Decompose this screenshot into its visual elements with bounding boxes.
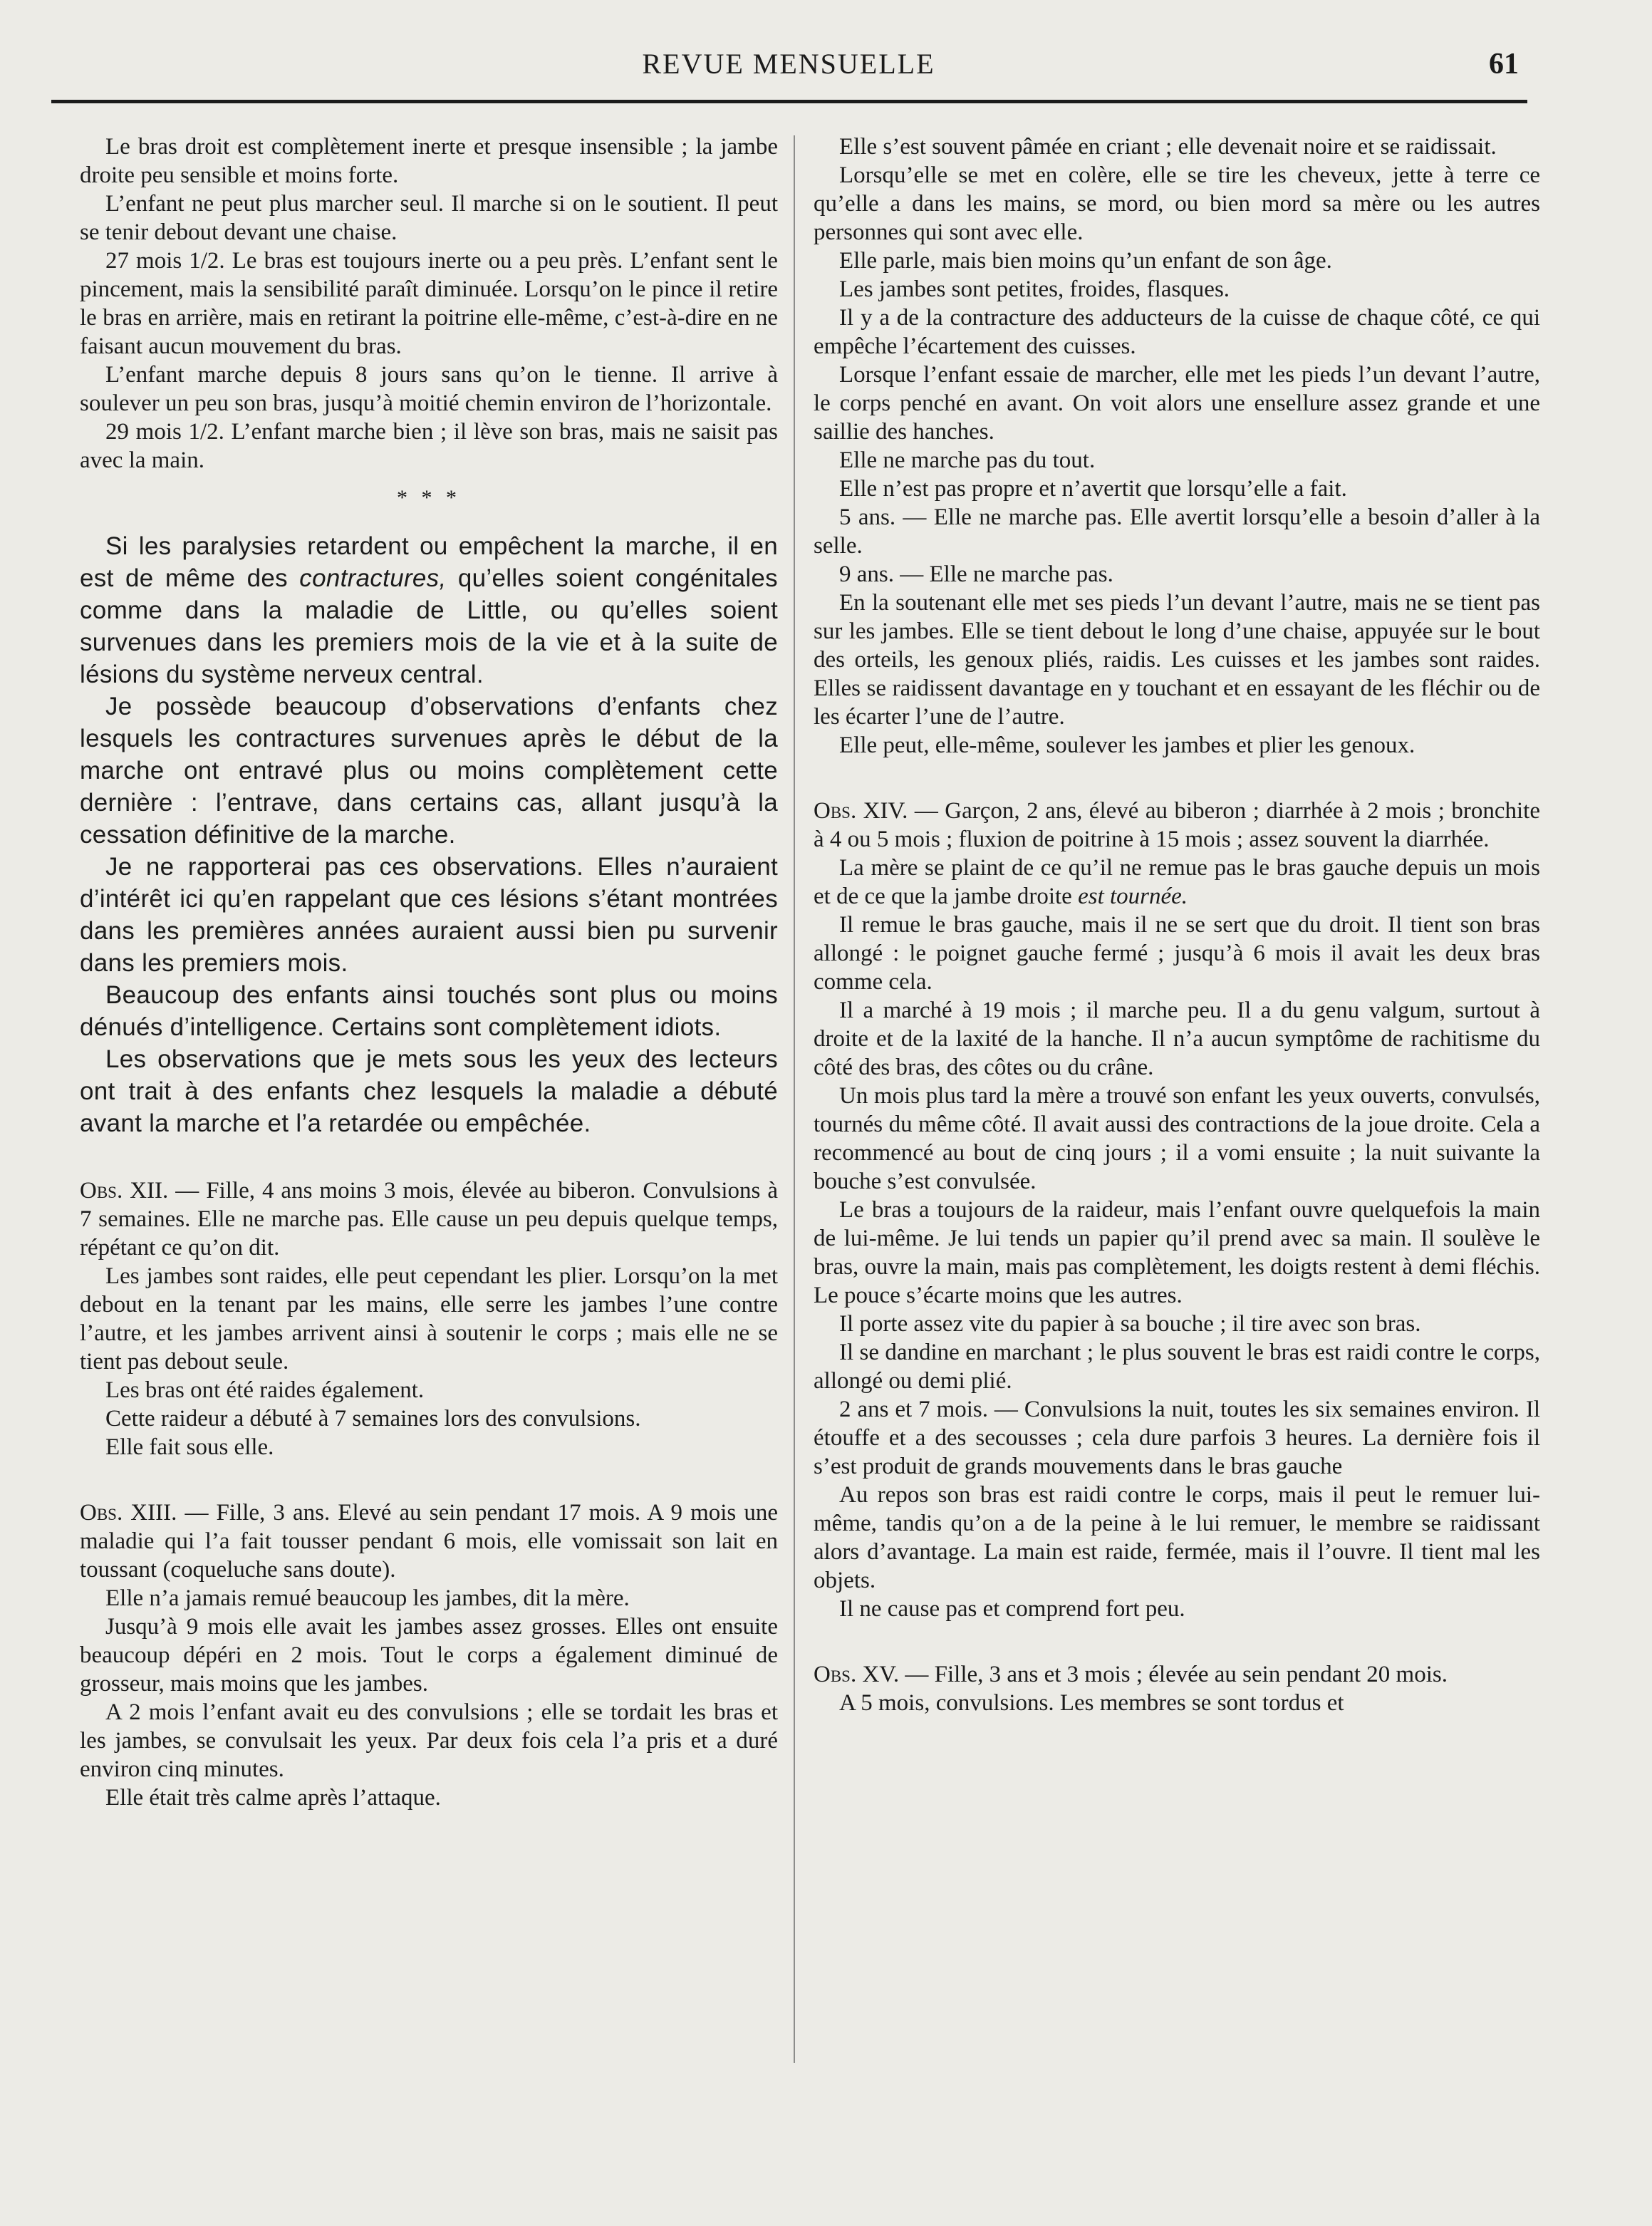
paragraph [80, 530, 778, 690]
text-run: — Fille, 4 ans moins 3 mois, élevée au biberon. Convulsions à 7 semaines. Elle ne marche pas. Elle cause un peu depuis quelque temps, répétant ce qu’on dit. [80, 1178, 778, 1260]
paragraph: Elle n’a jamais remué beaucoup les jambes, dit la mère. [105, 1585, 630, 1611]
paragraph: A 2 mois l’enfant avait eu des convulsions ; elle se tordait les bras et les jambes, se convulsait les yeux. Par deux fois cela l’a pris et a duré environ cinq minutes. [80, 1699, 778, 1782]
emphasis: contractures, [299, 564, 447, 592]
emphasis: est tournée. [1078, 884, 1188, 909]
observation-label: Obs. XV. [814, 1662, 900, 1687]
paragraph: En la soutenant elle met ses pieds l’un devant l’autre, mais ne se tient pas sur les jambes. Elle se tient debout le long d’une chaise, appuyée sur le bout des orteils, les genoux pliés, raidis. Les cuisses et les jambes sont raides. Elles se raidissent davantage en y touchant et en essayant de les fléchir ou de les écarter l’une de l’autre. [814, 590, 1540, 730]
text-run: La mère se plaint de ce qu’il ne remue pas le bras gauche depuis un mois et de ce que la jambe droite [814, 855, 1540, 909]
observation-heading [80, 1498, 778, 1584]
paragraph: 5 ans. — Elle ne marche pas. Elle avertit lorsqu’elle a besoin d’aller à la selle. [814, 504, 1540, 559]
paragraph: Elle ne marche pas du tout. [839, 447, 1096, 473]
column-divider [794, 135, 795, 2063]
paragraph: 27 mois 1/2. Le bras est toujours inerte ou a peu près. L’enfant sent le pincement, mais la sensibilité paraît diminuée. Lorsqu’on le pince il retire le bras en arrière, mais en retirant la poitrine elle-même, c’est-à-dire en ne faisant aucun mouvement du bras. [80, 248, 778, 359]
paragraph [814, 854, 1540, 911]
essay-body [80, 530, 778, 1139]
paragraph: Cette raideur a débuté à 7 semaines lors des convulsions. [105, 1406, 641, 1432]
paragraph: Les bras ont été raides également. [105, 1377, 425, 1403]
paragraph: Il a marché à 19 mois ; il marche peu. Il a du genu valgum, surtout à droite et de la laxité de la hanche. Il n’a aucun symptôme de rachitisme du côté des bras, des côtes ou du crâne. [814, 998, 1540, 1080]
text-run: Si les paralysies retardent ou empêchent la marche, il en est de même des [80, 532, 778, 592]
paragraph: Jusqu’à 9 mois elle avait les jambes assez grosses. Elles ont ensuite beaucoup dépéri en 2 mois. Tout le corps a également diminué de grosseur, mais moins que les jambes. [80, 1614, 778, 1697]
paragraph: Elle peut, elle-même, soulever les jambes et plier les genoux. [839, 732, 1415, 758]
paragraph: 9 ans. — Elle ne marche pas. [839, 561, 1113, 587]
paragraph: Le bras a toujours de la raideur, mais l’enfant ouvre quelquefois la main de lui-même. Je lui tends un papier qu’il prend avec sa main. Il soulève le bras, ouvre la main, mais pas complètement, les doigts restent à demi fléchis. Le pouce s’écarte moins que les autres. [814, 1197, 1540, 1308]
text-run: qu’elles soient congénitales comme dans la maladie de Little, ou qu’elles soient survenues dans les premiers mois de la vie et à la suite de lésions du système nerveux central. [80, 564, 778, 688]
paragraph: Elle fait sous elle. [105, 1434, 274, 1460]
section-asterism: * * * [397, 486, 461, 509]
paragraph: Je ne rapporterai pas ces observations. Elles n’auraient d’intérêt ici qu’en rappelant que ces lésions s’étant montrées dans les premières années auraient aussi bien pu survenir dans les premiers mois. [80, 853, 778, 977]
paragraph: Elle s’est souvent pâmée en criant ; elle devenait noire et se raidissait. [839, 134, 1497, 160]
page-header [51, 47, 1526, 87]
left-column [80, 133, 778, 1812]
spacer [80, 1461, 778, 1498]
paragraph: 29 mois 1/2. L’enfant marche bien ; il lève son bras, mais ne saisit pas avec la main. [80, 419, 778, 473]
paragraph: L’enfant marche depuis 8 jours sans qu’on le tienne. Il arrive à soulever un peu son bras, jusqu’à moitié chemin environ de l’horizontale. [80, 362, 778, 416]
paragraph: Il se dandine en marchant ; le plus souvent le bras est raidi contre le corps, allongé ou demi plié. [814, 1340, 1540, 1394]
running-title: REVUE MENSUELLE [642, 48, 935, 80]
text-run: — Garçon, 2 ans, élevé au biberon ; diarrhée à 2 mois ; bronchite à 4 ou 5 mois ; fluxion de poitrine à 15 mois ; assez souvent la diarrhée. [814, 798, 1540, 852]
paragraph: Beaucoup des enfants ainsi touchés sont plus ou moins dénués d’intelligence. Certains sont complètement idiots. [80, 981, 778, 1041]
observation-heading [814, 1660, 1540, 1689]
spacer [814, 1623, 1540, 1660]
paragraph: Un mois plus tard la mère a trouvé son enfant les yeux ouverts, convulsés, tournés du même côté. Il avait aussi des contractions de la joue droite. Cela a recommencé au bout de cinq jours ; il a vomi ensuite ; la nuit suivante la bouche s’est convulsée. [814, 1083, 1540, 1194]
observation-label: Obs. XIV. [814, 798, 908, 824]
paragraph: Il ne cause pas et comprend fort peu. [839, 1596, 1185, 1622]
paragraph: Il remue le bras gauche, mais il ne se sert que du droit. Il tient son bras allongé : le poignet gauche fermé ; jusqu’à 6 mois il avait les deux bras comme cela. [814, 912, 1540, 995]
paragraph: Lorsqu’elle se met en colère, elle se tire les cheveux, jette à terre ce qu’elle a dans les mains, se mord, ou bien mord sa mère ou les autres personnes qui sont avec elle. [814, 162, 1540, 245]
observation-heading [814, 797, 1540, 854]
page-number: 61 [1489, 48, 1519, 81]
paragraph: Les jambes sont petites, froides, flasques. [839, 276, 1230, 302]
text-run: — Fille, 3 ans. Elevé au sein pendant 17 mois. A 9 mois une maladie qui l’a fait tousser pendant 6 mois, elle vomissait son lait en toussant (coqueluche sans doute). [80, 1500, 778, 1583]
paragraph: L’enfant ne peut plus marcher seul. Il marche si on le soutient. Il peut se tenir debout devant une chaise. [80, 191, 778, 245]
spacer [814, 760, 1540, 797]
header-rule [51, 100, 1527, 103]
paragraph: Le bras droit est complètement inerte et presque insensible ; la jambe droite peu sensible et moins forte. [80, 134, 778, 188]
paragraph: Au repos son bras est raidi contre le corps, mais il peut le remuer lui-même, tandis qu’on a de la peine à le lui remuer, le membre se raidissant alors d’avantage. La main est raide, fermée, mais il l’ouvre. Il tient mal les objets. [814, 1482, 1540, 1593]
paragraph: Les observations que je mets sous les yeux des lecteurs ont trait à des enfants chez lesquels la maladie a débuté avant la marche et l’a retardée ou empêchée. [80, 1045, 778, 1137]
spacer [80, 1139, 778, 1176]
right-column [814, 133, 1540, 1717]
paragraph: Il porte assez vite du papier à sa bouche ; il tire avec son bras. [839, 1311, 1421, 1337]
observation-label: Obs. XIII. [80, 1500, 177, 1526]
paragraph: Elle parle, mais bien moins qu’un enfant de son âge. [839, 248, 1332, 274]
paragraph: Elle n’est pas propre et n’avertit que lorsqu’elle a fait. [839, 476, 1347, 502]
paragraph: A 5 mois, convulsions. Les membres se sont tordus et [839, 1690, 1344, 1716]
paragraph: Les jambes sont raides, elle peut cependant les plier. Lorsqu’on la met debout en la tenant par les mains, elle serre les jambes l’une contre l’autre, et les jambes arrivent ainsi à soutenir le corps ; mais elle ne se tient pas debout seule. [80, 1263, 778, 1375]
paragraph: Elle était très calme après l’attaque. [105, 1785, 441, 1811]
text-run: — Fille, 3 ans et 3 mois ; élevée au sein pendant 20 mois. [899, 1662, 1448, 1687]
observation-label: Obs. XII. [80, 1178, 169, 1203]
observation-heading [80, 1176, 778, 1262]
paragraph: Je possède beaucoup d’observations d’enfants chez lesquels les contractures survenues après le début de la marche ont entravé plus ou moins complètement cette dernière : l’entrave, dans certains cas, allant jusqu’à la cessation définitive de la marche. [80, 693, 778, 849]
paragraph: Il y a de la contracture des adducteurs de la cuisse de chaque côté, ce qui empêche l’écartement des cuisses. [814, 305, 1540, 359]
paragraph: Lorsque l’enfant essaie de marcher, elle met les pieds l’un devant l’autre, le corps penché en avant. On voit alors une ensellure assez grande et une saillie des hanches. [814, 362, 1540, 445]
paragraph: 2 ans et 7 mois. — Convulsions la nuit, toutes les six semaines environ. Il étouffe et a des secousses ; cela dure parfois 3 heures. La dernière fois il s’est produit de grands mouvements dans le bras gauche [814, 1397, 1540, 1479]
